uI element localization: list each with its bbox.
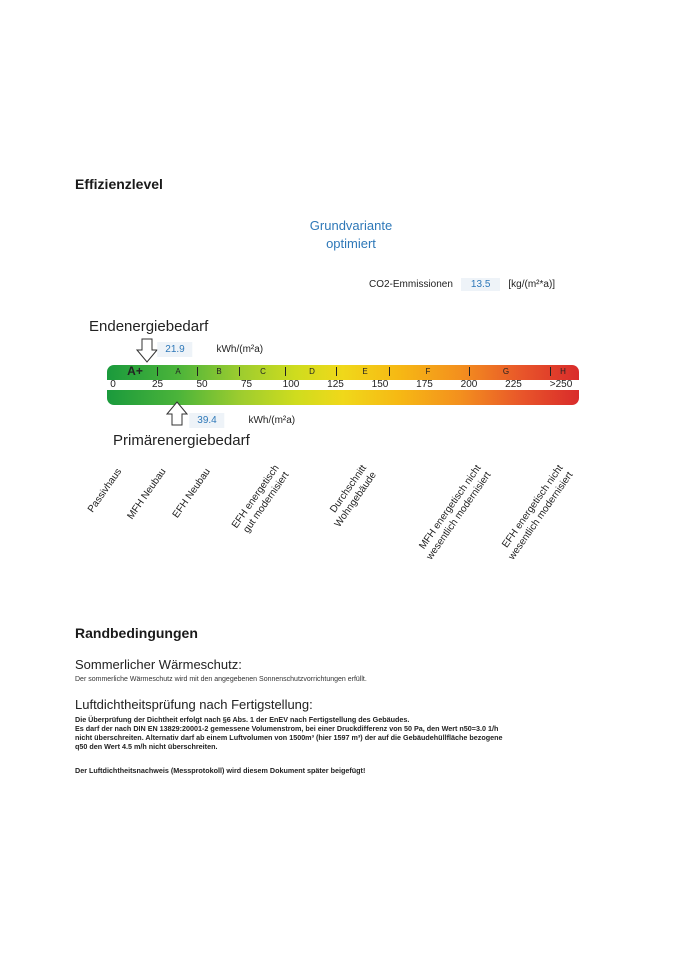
primaer-value: 39.4 xyxy=(189,413,224,428)
endenergie-arrow-icon xyxy=(136,338,158,364)
tick-label: 0 xyxy=(110,379,116,390)
category-label: EFH energetisch gut modernisiert xyxy=(229,463,292,536)
energy-class-label: H xyxy=(560,367,566,376)
category-label: EFH Neubau xyxy=(170,466,213,521)
energy-class-label: G xyxy=(502,367,510,376)
primaer-label: Primärenergiebedarf xyxy=(113,432,250,449)
tick-label: 100 xyxy=(282,379,300,390)
luft-line3: nicht überschreiten. Alternativ darf ab einem Luftvolumen von 1500m³ (hier 1597 m³) der auf die Gebäudehüllfläche bezogene xyxy=(75,733,503,742)
category-label: MFH Neubau xyxy=(125,466,169,522)
co2-unit: [kg/(m²*a)] xyxy=(508,279,556,290)
energy-class-label: F xyxy=(425,367,431,376)
energy-class-label: D xyxy=(309,367,315,376)
luft-line2: Es darf der nach DIN EN 13829:20001-2 gemessene Volumenstrom, bei einer Druckdifferenz von 50 Pa, den Wert n50=3.0 1/h xyxy=(75,724,499,733)
class-divider xyxy=(285,367,286,376)
endenergie-value: 21.9 xyxy=(157,342,192,357)
luft-title: Luftdichtheitsprüfung nach Fertigstellung: xyxy=(75,697,313,712)
class-divider xyxy=(550,367,551,376)
energy-class-label: A xyxy=(175,367,181,376)
tick-label: 125 xyxy=(327,379,344,390)
tick-label: 50 xyxy=(196,379,208,390)
energy-class-label: B xyxy=(216,367,222,376)
tick-label: 150 xyxy=(371,379,389,390)
tick-label: 25 xyxy=(151,379,164,390)
class-divider xyxy=(157,367,158,376)
luft-note: Der Luftdichtheitsnachweis (Messprotokoll) wird diesem Dokument später beigefügt! xyxy=(75,766,366,775)
category-label: MFH energetisch nicht wesentlich modernisiert xyxy=(417,463,494,562)
sommer-title: Sommerlicher Wärmeschutz: xyxy=(75,657,242,672)
tick-label: 200 xyxy=(460,379,478,390)
luft-line4: q50 den Wert 4.5 m/h nicht überschreiten. xyxy=(75,742,218,751)
primaer-value-box xyxy=(197,413,296,428)
tick-label: >250 xyxy=(549,379,573,390)
class-divider xyxy=(197,367,198,376)
co2-value: 13.5 xyxy=(461,278,500,291)
tick-label: 175 xyxy=(416,379,433,390)
class-divider xyxy=(389,367,390,376)
variant-line2: optimiert xyxy=(326,236,376,251)
energy-class-label: A+ xyxy=(127,364,143,378)
variant-line1: Grundvariante xyxy=(309,218,393,233)
category-label: EFH energetisch nicht wesentlich modernisiert xyxy=(500,463,576,562)
energy-class-label: C xyxy=(260,367,266,376)
class-divider xyxy=(469,367,470,376)
sommer-text: Der sommerliche Wärmeschutz wird mit den angegebenen Sonnenschutzvorrichtungen erfüllt. xyxy=(75,676,367,683)
endenergie-label: Endenergiebedarf xyxy=(89,318,209,335)
category-label: Durchschnitt Wohngebäude xyxy=(328,463,379,530)
rand-title: Randbedingungen xyxy=(75,625,198,641)
tick-label: 225 xyxy=(505,379,522,390)
co2-label: CO2-Emmissionen xyxy=(369,279,453,290)
energy-class-label: E xyxy=(362,367,368,376)
endenergie-unit: kWh/(m²a) xyxy=(216,344,264,355)
primaer-arrow-icon xyxy=(166,401,188,427)
category-label: Passivhaus xyxy=(85,466,125,515)
luft-text xyxy=(75,715,585,751)
primaer-unit: kWh/(m²a) xyxy=(248,415,296,426)
variant-label xyxy=(251,217,451,253)
class-divider xyxy=(239,367,240,376)
co2-row xyxy=(369,278,555,291)
class-divider xyxy=(336,367,337,376)
section-title: Effizienzlevel xyxy=(75,176,163,192)
endenergie-value-box xyxy=(165,342,264,357)
tick-label: 75 xyxy=(240,379,253,390)
luft-line1: Die Überprüfung der Dichtheit erfolgt nach §6 Abs. 1 der EnEV nach Fertigstellung des Gebäudes. xyxy=(75,715,410,724)
